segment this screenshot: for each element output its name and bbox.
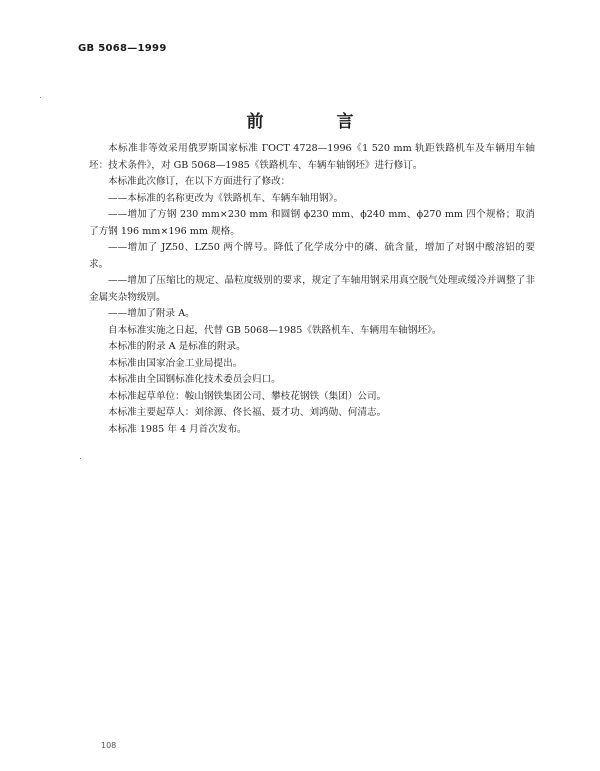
paragraph: ——增加了方钢 230 mm×230 mm 和圆钢 ϕ230 mm、ϕ240 mm、ϕ270 mm 四个规格；取消了方钢 196 mm×196 mm 规格。 (89, 209, 535, 237)
standard-code: GB 5068—1999 (78, 43, 167, 54)
paragraph: 本标准的附录 A 是标准的附录。 (108, 341, 246, 352)
paragraph: 本标准此次修订，在以下方面进行了修改： (108, 176, 291, 187)
paragraph: ——增加了压缩比的规定、晶粒度级别的要求，规定了车轴用钢采用真空脱气处理或缓冷并调整了非金属夹杂物级别。 (89, 275, 535, 303)
scan-speck (80, 458, 81, 459)
scan-speck (40, 97, 41, 98)
paragraph: 本标准非等效采用俄罗斯国家标准 ГОСТ 4728—1996《1 520 mm 轨距铁路机车及车辆用车轴坯：技术条件》，对 GB 5068—1985《铁路机车、车辆车轴钢坯》进行修订。 (89, 143, 535, 171)
paragraph: 本标准由国家冶金工业局提出。 (108, 357, 243, 369)
paragraph: ——增加了 JZ50、LZ50 两个牌号。降低了化学成分中的磷、硫含量，增加了对钢中酸溶铝的要求。 (89, 242, 535, 270)
foreword-body (89, 141, 535, 438)
paragraph: 本标准由全国钢标准化技术委员会归口。 (108, 374, 281, 385)
page-title: 前 言 (246, 112, 382, 132)
paragraph: ——本标准的名称更改为《铁路机车、车辆车轴用钢》。 (108, 192, 344, 204)
page-number: 108 (101, 741, 117, 750)
paragraph: 本标准起草单位：鞍山钢铁集团公司、攀枝花钢铁（集团）公司。 (108, 390, 387, 402)
paragraph: 本标准 1985 年 4 月首次发布。 (108, 423, 247, 435)
paragraph: ——增加了附录 A。 (108, 308, 195, 319)
paragraph: 本标准主要起草人：刘徐源、佟长福、聂才功、刘鸿勋、何清志。 (108, 407, 387, 418)
paragraph: 自本标准实施之日起，代替 GB 5068—1985《铁路机车、车辆用车轴钢坯》。 (108, 324, 442, 336)
